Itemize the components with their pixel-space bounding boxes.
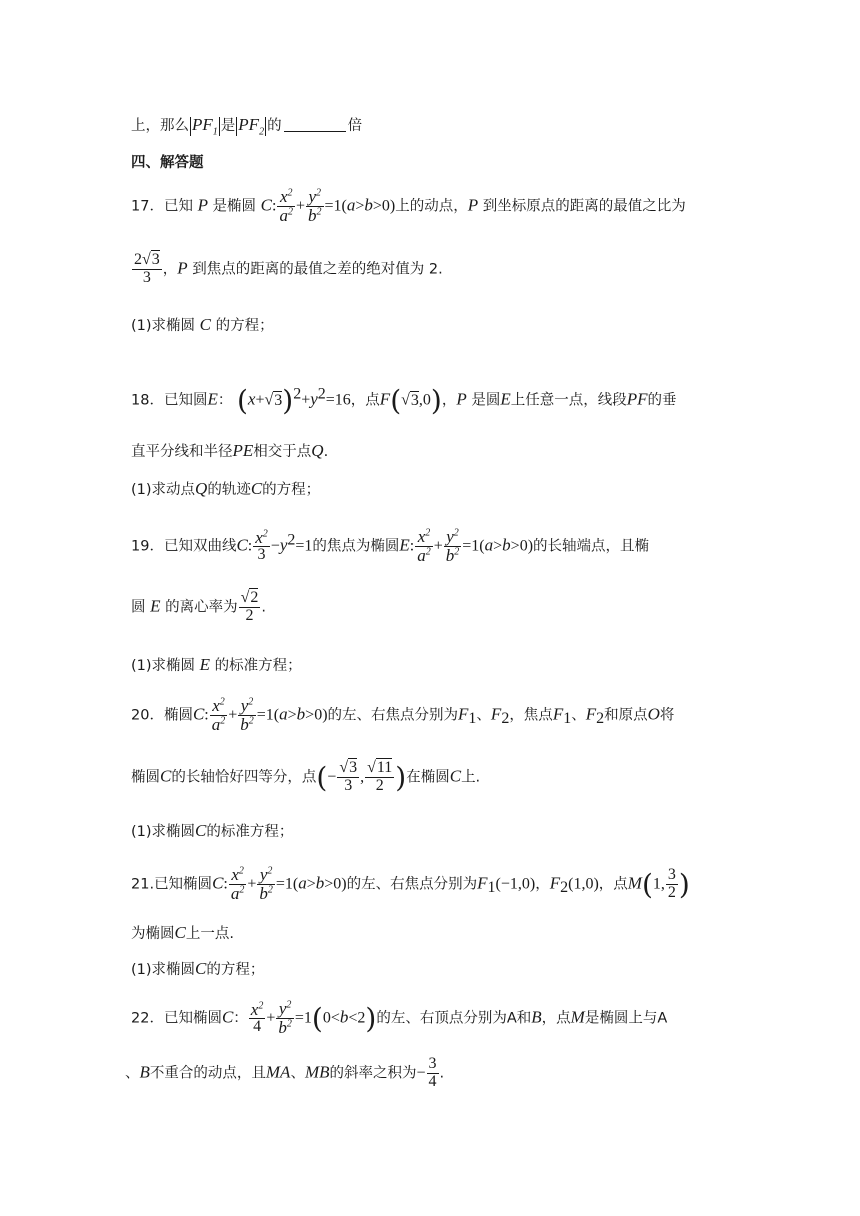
question-21: 21.已知椭圆C: $\frac{x^2}{a^2}$ + $\frac{y^2}{b^2}$ =1(a>b>0)的左、右焦点分别为$F_1(-1,0)$，$F_2(1,0)$，点M(1, $\frac{3}{2}$ ) (131, 865, 690, 903)
question-19: 19．已知双曲线C: $\frac{x^2}{3}$ $-y^2=1$的焦点为椭圆E: $\frac{x^2}{a^2}$ + $\frac{y^2}{b^2}$ =1(a>b>0)的长轴端点，且椭 (131, 527, 650, 565)
answer-blank[interactable] (284, 117, 346, 132)
sub-question: (1)求椭圆C的方程； (131, 959, 265, 978)
sub-question: (1)求椭圆 E 的标准方程； (131, 655, 302, 674)
question-18: 18．已知圆E： $(x+√3)^2+y^2=16$，点F(√3,0)，P 是圆E上任意一点，线段PF的垂 (131, 384, 677, 417)
question-20: 20．椭圆C: $\frac{x^2}{a^2}$ + $\frac{y^2}{b^2}$ =1(a>b>0)的左、右焦点分别为$F_1$、$F_2$，焦点$F_1$、$F_2$和原点O将 (131, 696, 675, 734)
section-heading: 四、解答题 (131, 155, 204, 171)
text-line: 上，那么 $PF_1$ 是 $PF_2$ 的 倍 (131, 115, 363, 138)
sub-question: (1)求动点Q的轨迹C的方程； (131, 479, 321, 498)
question-22: 22．已知椭圆C： $\frac{x^2}{4}$ + $\frac{y^2}{b^2}$ =1(0<b<2)的左、右顶点分别为A和B，点M是椭圆上与A (131, 999, 668, 1037)
sub-question: (1)求椭圆 C 的方程； (131, 315, 274, 334)
sub-question: (1)求椭圆C的标准方程； (131, 821, 294, 840)
question-17: 17．已知 P 是椭圆 C: $\frac{x^2}{a^2}$ + $\frac{y^2}{b^2}$ =1(a>b>0)上的动点，P 到坐标原点的距离的最值之比为 (131, 187, 686, 225)
